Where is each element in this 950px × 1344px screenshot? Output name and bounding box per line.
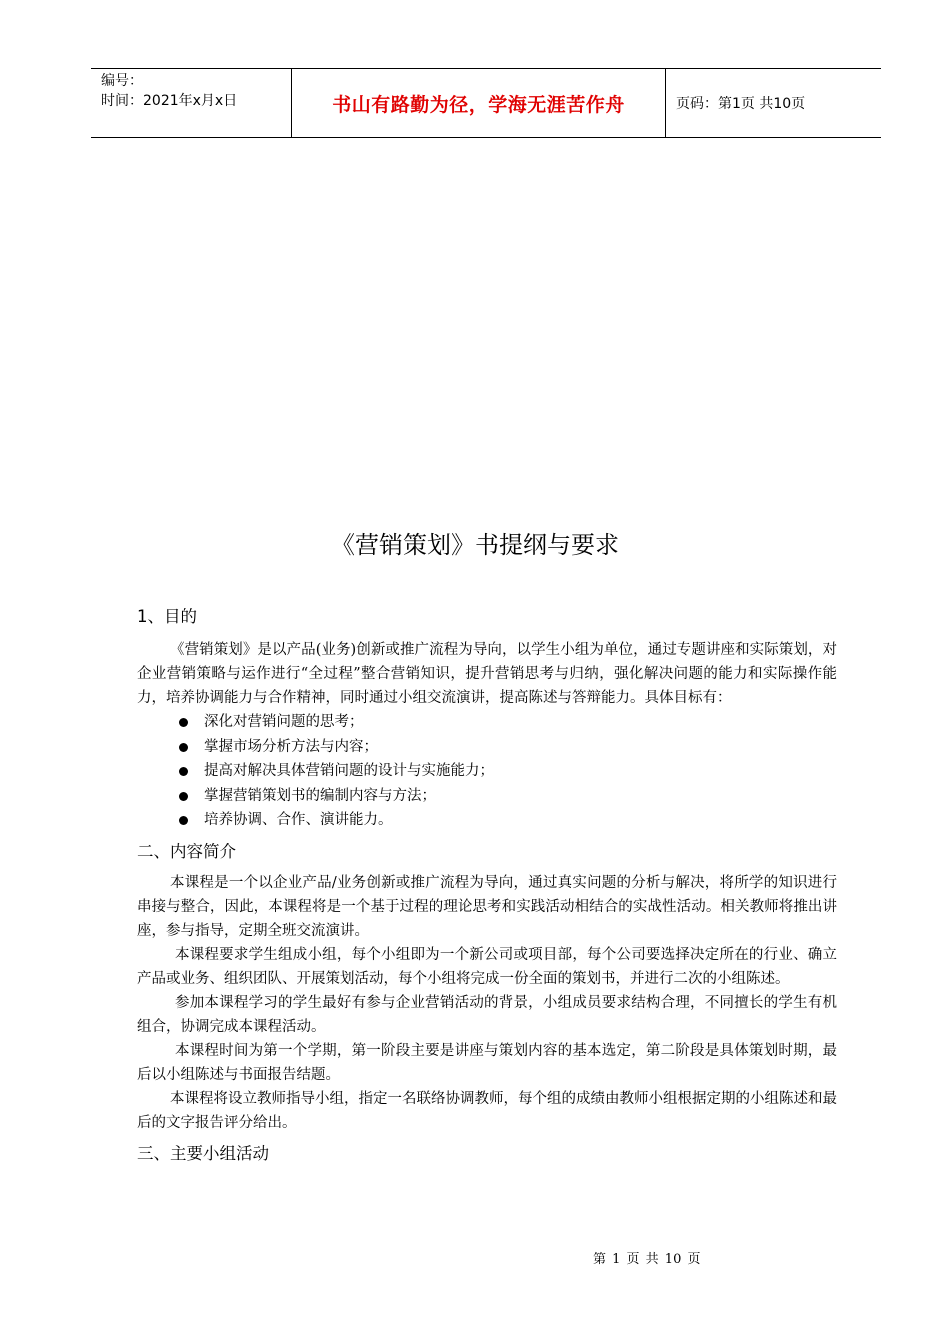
- goals-list: [137, 710, 837, 833]
- goal-item: 掌握营销策划书的编制内容与方法；: [137, 784, 837, 809]
- document-title: 《营销策划》书提纲与要求: [331, 531, 619, 559]
- bullet-icon: [179, 792, 188, 801]
- section-heading-activities: 三、主要小组活动: [137, 1143, 269, 1163]
- overview-paragraph: 本课程是一个以企业产品/业务创新或推广流程为导向，通过真实问题的分析与解决，将所学的知识进行串接与整合，因此，本课程将是一个基于过程的理论思考和实践活动相结合的实战性活动。相关教师将推出讲座，参与指导，定期全班交流演讲。: [137, 874, 837, 939]
- overview-paragraph: 本课程将设立教师指导小组，指定一名联络协调教师，每个组的成绩由教师小组根据定期的小组陈述和最后的文字报告评分给出。: [137, 1090, 837, 1131]
- goal-item: 掌握市场分析方法与内容；: [137, 735, 837, 760]
- header-meta-cell: [91, 69, 292, 137]
- document-body: [137, 602, 837, 1169]
- page-footer: 第 1 页 共 10 页: [593, 1252, 701, 1267]
- bullet-icon: [179, 718, 188, 727]
- goal-item: 培养协调、合作、演讲能力。: [137, 808, 837, 833]
- header-motto: 书山有路勤为径，学海无涯苦作舟: [292, 69, 666, 137]
- goal-item: 提高对解决具体营销问题的设计与实施能力；: [137, 759, 837, 784]
- header-time-label: 时间：2021年x月x日: [101, 93, 238, 109]
- header-number-label: 编号：: [101, 73, 143, 89]
- purpose-intro-paragraph: 《营销策划》是以产品(业务)创新或推广流程为导向，以学生小组为单位，通过专题讲座和实际策划，对企业营销策略与运作进行“全过程”整合营销知识，提升营销思考与归纳，强化解决问题的能力和实际操作能力，培养协调能力与合作精神，同时通过小组交流演讲，提高陈述与答辩能力。具体目标有：: [137, 642, 837, 706]
- page-header: [91, 68, 881, 138]
- overview-paragraph: 本课程时间为第一个学期，第一阶段主要是讲座与策划内容的基本选定，第二阶段是具体策划时期，最后以小组陈述与书面报告结题。: [137, 1042, 837, 1083]
- bullet-icon: [179, 767, 188, 776]
- bullet-icon: [179, 816, 188, 825]
- overview-paragraph: 参加本课程学习的学生最好有参与企业营销活动的背景，小组成员要求结构合理，不同擅长的学生有机组合，协调完成本课程活动。: [137, 994, 837, 1035]
- header-page-label: 页码：第1页 共10页: [676, 96, 806, 112]
- overview-paragraph: 本课程要求学生组成小组，每个小组即为一个新公司或项目部，每个公司要选择决定所在的行业、确立产品或业务、组织团队、开展策划活动，每个小组将完成一份全面的策划书，并进行二次的小组陈述。: [137, 946, 837, 987]
- section-heading-purpose: 1、目的: [137, 607, 197, 626]
- goal-item: 深化对营销问题的思考；: [137, 710, 837, 735]
- bullet-icon: [179, 743, 188, 752]
- section-heading-overview: 二、内容简介: [137, 841, 236, 861]
